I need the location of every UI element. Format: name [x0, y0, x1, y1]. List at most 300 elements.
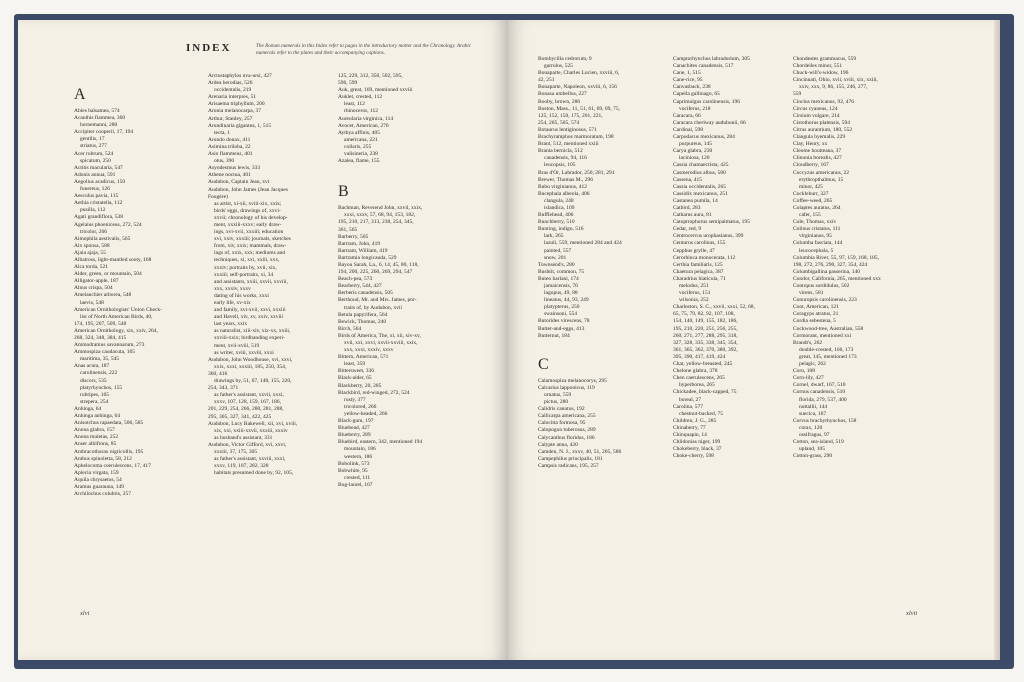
index-entry: Circus cyaneus, 124 [793, 105, 838, 112]
index-entry: strepera, 254 [80, 398, 109, 405]
index-entry: painted, 557 [544, 247, 572, 254]
index-entry: Acer rubrum, 524 [74, 150, 114, 157]
index-entry: Corn-lily, 427 [793, 375, 824, 382]
index-entry: Blueberry, 289 [338, 432, 371, 439]
index-entry: boreal, 27 [679, 396, 701, 403]
index-entry: Cane-rice, 95 [673, 77, 703, 84]
index-entry: Bartram, William, 419 [338, 247, 388, 254]
index-entry: Anona muletas, 252 [74, 434, 119, 441]
index-entry: 125, 152, 150, 175, 201, 221, [538, 112, 603, 119]
index-entry: canadensis, 94, 116 [544, 155, 587, 162]
index-entry: Cepphus grylle, 47 [673, 247, 715, 254]
right-column-3 [793, 56, 943, 460]
index-entry: Bachman, Reverend John, xxvii, xxix, [338, 205, 423, 212]
index-entry: Coot, American, 121 [793, 304, 839, 311]
index-entry: Bushtit, common, 75 [538, 268, 585, 275]
index-note: The Roman numerals in this Index refer to pages in the introductory matter and the Chronology. Arabic numerals refer to the plates and their accompanying captions. [256, 43, 472, 56]
index-entry: Brant, 512, mentioned xxiii [538, 141, 599, 148]
index-entry: Asyndesmus lewis, 333 [208, 165, 261, 172]
index-entry: Chat, yellow-breasted, 245 [673, 361, 733, 368]
index-entry: Bunting, indigo, 516 [538, 226, 584, 233]
index-entry: upland, 105 [799, 446, 825, 453]
index-entry: Auklet, crested, 112 [338, 94, 383, 101]
index-entry: 65, 75, 79, 82, 92, 107, 108, [673, 311, 735, 318]
section-letter-a: A [74, 86, 86, 103]
index-entry: Azalea, flame, 155 [338, 158, 380, 165]
index-entry: xxxiii, 37, 175, 305 [214, 448, 258, 455]
index-entry: as naturalist, xiii-xiv, xix-xx, xxiii, [214, 328, 291, 335]
index-entry: tricolored, 266 [344, 403, 377, 410]
index-entry: 195, 210, 217, 313, 238, 254, 345, [338, 219, 414, 226]
index-entry: Aphelocoma coerulescens, 17, 417 [74, 462, 151, 469]
index-entry: gentilis, 17 [80, 136, 105, 143]
index-entry: Aquila chrysaetos, 54 [74, 476, 122, 483]
index-entry: Bonaparte, Napoleon, xxviii, 6, 156 [538, 84, 617, 91]
index-entry: virginianus, 95 [799, 233, 832, 240]
index-entry: double-crested, 166, 173 [799, 346, 854, 353]
index-entry: Aplecia virgata, 159 [74, 469, 119, 476]
index-entry: Bufflehead, 406 [538, 212, 574, 219]
index-entry: Anhinga anhinga, 64 [74, 413, 120, 420]
index-entry: Aimophila aestivalis, 565 [74, 235, 131, 242]
index-entry: xxviii-xxix; birdbanding experi- [214, 335, 285, 342]
index-entry: Aureolaria virginica, 114 [338, 115, 394, 122]
index-entry: Choke-cherry, 598 [673, 453, 714, 460]
index-entry: Columbia River, 55, 97, 159, 168, 185, [793, 254, 879, 261]
index-entry: Bittersweet, 336 [338, 368, 375, 375]
index-entry: Carpodacus mexicanus, 284 [673, 134, 735, 141]
index-entry: tecta, 1 [214, 129, 230, 136]
index-entry: Chordeiles minor, 551 [793, 63, 843, 70]
index-entry: early life, xv-xix [214, 300, 251, 306]
index-entry: Bucephala albeola, 406 [538, 190, 590, 197]
index-entry: Bluebird, eastern, 342, mentioned 194 [338, 439, 423, 446]
index-entry: Aronia melanocarpa, 37 [208, 108, 261, 115]
index-entry: Brandt's, 262 [793, 339, 823, 346]
index-entry: Cerorhinca monocerata, 112 [673, 254, 736, 261]
index-entry: 361, 565 [338, 226, 358, 233]
index-entry: Butter-and-eggs, 413 [538, 325, 585, 332]
index-entry: rubripes, 165 [80, 391, 110, 398]
index-entry: hornemanni, 280 [80, 122, 118, 129]
index-entry: pelagic, 262 [799, 361, 826, 368]
index-entry: Botaurus lentiginosus, 571 [538, 126, 597, 133]
index-entry: Clangula hyemalis, 229 [793, 134, 846, 141]
index-entry: Clay, Henry, xx [793, 141, 828, 148]
index-entry: Beach-pea, 573 [338, 276, 373, 283]
index-entry: xxxiv; portraits by, xvii, xix, [214, 264, 277, 271]
index-entry: Cistothorus platensis, 594 [793, 119, 850, 126]
index-entry: 195, 210, 220, 251, 256, 255, [673, 325, 738, 332]
index-entry: ment, xvii-xviii, 519 [214, 342, 260, 349]
index-entry: xxx, xxxiv, xxxv [214, 285, 251, 292]
index-entry: Anser albifrons, 85 [74, 441, 117, 448]
index-entry: Black-gum, 197 [338, 418, 374, 425]
index-entry: wilsonia, 252 [679, 297, 709, 304]
index-entry: Campsis radicans, 195, 257 [538, 462, 599, 469]
index-entry: 201, 229, 254, 266, 280, 281, 288, [208, 406, 284, 413]
index-entry: platypterus, 250 [544, 304, 580, 311]
index-entry: Ajaia ajaja, 55 [74, 249, 106, 256]
index-entry: Calycanthus floridus, 186 [538, 434, 595, 441]
index-entry: clangula, 248 [544, 197, 574, 204]
left-column-2 [208, 73, 348, 477]
index-entry: Arenaria interpres, 51 [208, 94, 257, 101]
index-entry: Colinus cristatus, 111 [793, 226, 841, 233]
index-entry: western, 186 [344, 453, 373, 460]
index-entry: xvi, xxiv, xxxiii; journals, sketches [214, 236, 291, 243]
index-entry: Cassia occidentalis, 265 [673, 183, 727, 190]
index-entry: great, 145, mentioned 173 [799, 353, 857, 360]
index-entry: Cirsium vulgare, 214 [793, 112, 840, 119]
index-entry: virens, 581 [799, 290, 824, 297]
index-entry: Arundo donax, 411 [208, 136, 251, 143]
index-entry: Bobolink, 573 [338, 460, 370, 467]
index-entry: Audubon, John Woodhouse, xvi, xxvi, [208, 356, 293, 363]
index-entry: Anas acuta, 187 [74, 363, 110, 370]
index-entry: nuttallii, 144 [799, 403, 828, 410]
index-entry: Cotton, sea-island, 519 [793, 439, 844, 446]
index-entry: cafer, 155 [799, 212, 821, 219]
index-entry: Bonaparte, Charles Lucien, xxviii, 6, [538, 70, 620, 77]
index-entry: from, xiv, xxix; mammals, draw- [214, 243, 287, 250]
index-entry: Birch, 564 [338, 325, 362, 332]
index-entry: Cormorant, mentioned xxi [793, 332, 852, 339]
index-entry: ossifragus, 97 [799, 431, 830, 438]
index-entry: maritima, 35, 545 [80, 356, 120, 363]
index-entry: 268, 324, 348, 384, 415 [74, 335, 127, 341]
index-entry: americana, 221 [344, 136, 378, 143]
index-entry: Bonasa umbellus, 227 [538, 91, 587, 98]
index-entry: Cedar, red, 9 [673, 226, 702, 233]
index-entry: 361, 365, 362, 370, 380, 392, [673, 346, 738, 353]
index-entry: 42, 251 [538, 77, 555, 84]
index-entry: tricolor, 266 [80, 228, 107, 235]
index-entry: islandica, 109 [544, 204, 575, 211]
index-entry: xix, xxi, xxiii-xxvii, xxxiii, xxxiv [214, 427, 288, 434]
index-entry: Caracara cheriway audubonii, 66 [673, 119, 746, 126]
index-entry: xxxi, xxxv, 57, 68, 94, 153, 182, [344, 212, 416, 219]
index-entry: Townsend's, 280 [538, 261, 575, 268]
index-entry: Camptorhynchus labradorium, 305 [673, 56, 750, 62]
index-entry: Black-alder, 65 [338, 375, 372, 382]
index-entry: 198, 272, 276, 290, 327, 354, 424 [793, 261, 868, 268]
index-entry: Bartramia longicauda, 529 [338, 254, 397, 261]
index-entry: Capella gallinago, 65 [673, 91, 720, 98]
index-entry: Castanea pumila, 14 [673, 197, 718, 204]
index-entry: ings of, xxix, xxx; mediums and [214, 250, 286, 257]
index-entry: and family, xvi-xvii, xxvi, xxxiii [214, 307, 286, 314]
index-entry: Chinquapin, 14 [673, 431, 707, 438]
index-entry: Campephilus principalis, 181 [538, 455, 603, 462]
index-entry: Anisotchus rapaedata, 506, 585 [74, 420, 144, 427]
index-entry: Centrocercus urophasianus, 399 [673, 233, 744, 240]
section-letter-c: C [538, 355, 549, 373]
index-entry: xvii, xxi, xxvi, xxvii-xxviii, xxix, [344, 340, 418, 346]
index-entry: Alnus crispa, 504 [74, 285, 113, 292]
index-entry: lark, 265 [544, 233, 564, 240]
index-entry: 327, 328, 335, 338, 345, 354, [673, 339, 738, 346]
index-entry: chestnut-backed, 75 [679, 410, 723, 417]
left-page [18, 20, 508, 660]
index-entry: Booby, brown, 286 [538, 98, 581, 105]
index-entry: Aegolius acadicus, 150 [74, 178, 126, 185]
index-entry: Colaptes auratus, 264 [793, 204, 841, 211]
index-entry: Buteo harlani, 174 [538, 275, 579, 282]
index-entry: Blackbird, red-winged, 272, 524 [338, 389, 410, 396]
index-entry: xxix, xxxi, xxxiii, 185, 250, 354, [214, 363, 287, 370]
right-column-1 [538, 56, 678, 470]
index-entry: xxxv, 119, 187, 282, 328 [214, 463, 269, 470]
index-entry: Bittern, American, 571 [338, 354, 389, 361]
index-entry: rusty, 377 [344, 396, 366, 403]
index-entry: collaris, 255 [344, 143, 372, 150]
index-entry: Cassena, 415 [673, 176, 703, 183]
entry-list [338, 73, 488, 165]
index-entry: as father's assistant, xxviii, xxxi, [214, 456, 286, 463]
index-entry: Canachites canadensis, 517 [673, 63, 734, 70]
index-entry: 254, 265, 505, 574 [538, 119, 580, 126]
index-entry: Ardea herodias, 526 [208, 80, 253, 87]
index-entry: Carolina, 577 [673, 403, 703, 410]
index-entry: Bog-laurel, 167 [338, 481, 373, 488]
entry-list [208, 73, 348, 477]
index-entry: Catoptrophorus semipalmatus, 195 [673, 219, 750, 226]
index-entry: Anthus spinoletta, 58, 212 [74, 455, 132, 462]
index-entry: Avocet, American, 270 [338, 122, 389, 129]
index-entry: 254, 343, 371 [208, 385, 239, 392]
index-entry: Conuropsis carolinensis, 223 [793, 297, 857, 304]
index-entry: garrulus, 525 [544, 63, 574, 70]
index-entry: Canvasback, 238 [673, 84, 711, 91]
index-entry: Alligator-apple, 187 [74, 278, 119, 285]
index-entry: Cotton-grass, 290 [793, 453, 833, 460]
index-entry: Arisaema triphyllum, 200 [208, 101, 265, 108]
index-entry: Certhia familiaris, 125 [673, 261, 723, 268]
index-entry: Alder, green, or mountain, 504 [74, 271, 142, 278]
entry-list [538, 378, 678, 470]
index-entry: and assistants, xxiii, xxvii, xxviii, [214, 278, 288, 285]
index-entry: traits of, by Audubon, xvii [344, 304, 403, 311]
index-entry: ment, xxxiii-xxxv; early draw- [214, 221, 282, 228]
index-entry: Agelaius phoeniceus, 272, 524 [74, 221, 142, 228]
index-entry: xxx, xxxi, xxxiv, xxxv [344, 347, 394, 354]
index-entry: Ammospiza caudacuta, 165 [74, 349, 135, 356]
index-entry: as husband's assistant, 331 [214, 434, 273, 441]
index-entry: Ammodramus savannarum, 273 [74, 342, 145, 349]
index-entry: Coffee-weed, 265 [793, 197, 833, 204]
index-entry: Aythya affinis, 405 [338, 129, 381, 136]
index-entry: occidentalis, 219 [214, 87, 252, 94]
index-entry: Caprimulgus carolinensis, 196 [673, 98, 741, 105]
index-entry: Calidris canutus, 192 [538, 406, 585, 413]
index-entry: Columbigallina passerina, 140 [793, 268, 861, 275]
index-entry: Actitis macularia, 547 [74, 164, 123, 171]
index-entry: Cinclus mexicanus, 92, 476 [793, 98, 854, 105]
index-entry: dating of his works, xxxi [214, 292, 269, 299]
index-entry: Albatross, light-mantled sooty, 168 [74, 256, 152, 263]
index-entry: xxxiii; self-portraits, xi, 34 [214, 271, 274, 278]
index-entry: melodus, 251 [679, 283, 709, 289]
index-entry: Citrus aurantium, 180, 552 [793, 126, 853, 133]
index-entry: funereus, 126 [80, 186, 110, 193]
index-entry: Cincinnati, Ohio, xvii, xviii, xix, xxiii, [793, 77, 878, 84]
index-entry: Accipiter cooperii, 17, 194 [74, 129, 134, 136]
index-entry: Aramus guarauna, 149 [74, 483, 124, 490]
index-entry: Chen caerulescens, 265 [673, 375, 725, 382]
index-entry: pusilla, 112 [80, 207, 106, 214]
index-entry: Arthur, Stanley, 257 [208, 115, 253, 122]
index-entry: Bubo virginianus, 412 [538, 183, 587, 190]
page-number-left: xlvi [80, 610, 90, 617]
index-entry: Coragyps atratus, 21 [793, 311, 839, 318]
index-entry: mountain, 186 [344, 446, 376, 453]
index-entry: Calypte anna, 420 [538, 441, 578, 448]
index-entry: suecica, 167 [799, 410, 827, 417]
index-entry: Camden, N. J., xxxv, 40, 51, 205, 586 [538, 448, 622, 455]
index-entry: Asio flammeus, 401 [208, 151, 253, 158]
entry-list [673, 56, 813, 460]
index-entry: yellow-headed, 266 [344, 410, 388, 417]
index-entry: 360, 416 [208, 370, 228, 377]
index-entry: florida, 279, 537, 400 [799, 396, 847, 403]
index-entry: Cane, 1, 515 [673, 70, 701, 77]
left-column-3 [338, 73, 488, 489]
index-entry: Barberry, 505 [338, 233, 369, 240]
index-entry: Carya glabra, 230 [673, 148, 713, 155]
index-entry: Butorides virescens, 78 [538, 318, 590, 325]
index-title: INDEX [186, 42, 232, 54]
index-entry: Betula papyrifera, 564 [338, 311, 388, 318]
index-entry: 260, 271, 277, 288, 295, 318, [673, 332, 738, 339]
index-entry: Audubon, John James (Jean Jacques [208, 186, 288, 193]
index-entry: Audubon, Captain Jean, xvi [208, 179, 270, 186]
index-entry: Bearberry, 544, 427 [338, 283, 382, 290]
index-entry: xxvii; chronology of his develop- [214, 214, 288, 221]
index-entry: Clinonia borealis, 427 [793, 155, 842, 162]
index-entry: hyperborea, 265 [679, 382, 715, 389]
index-entry: Bobwhite, 95 [338, 467, 368, 474]
index-entry: ornatus, 559 [544, 391, 572, 398]
index-entry: Alca torda, 521 [74, 264, 109, 271]
index-entry: ings, xvi-xvii, xxxiii; education [214, 229, 284, 236]
index-entry: Auk, great, 169, mentioned xxviii [338, 87, 413, 94]
index-entry: Berberis canadensis, 505 [338, 290, 393, 297]
index-entry: list of North American Birds, 40, [80, 313, 153, 320]
index-entry: carolinensis, 222 [80, 370, 118, 377]
right-page [508, 20, 1000, 660]
index-entry: Boston, Mass., 11, 51, 61, 69, 69, 75, [538, 105, 620, 112]
index-entry: valisineria, 238 [344, 151, 378, 158]
page-number-right: xlvii [906, 610, 918, 617]
index-entry: snow, 201 [544, 254, 567, 261]
index-entry: Anhinga, 64 [74, 405, 102, 412]
index-entry: Bewick, Thomas, 240 [338, 318, 387, 325]
index-entry: least, 359 [344, 361, 366, 368]
index-entry: Caracara, 66 [673, 112, 701, 119]
index-entry: 596, 599 [338, 80, 358, 87]
index-entry: Chelone glabra, 378 [673, 368, 718, 375]
index-entry: vociferus, 218 [679, 105, 711, 112]
index-entry: Contopus sordidulus, 502 [793, 283, 850, 289]
index-entry: Calamospiza melanocorys, 295 [538, 377, 607, 384]
index-entry: Arundinaria gigantea, 1, 515 [208, 122, 272, 129]
index-entry: and Havell, xiv, xv, xxiv, xxviii [214, 314, 284, 321]
index-entry: Catharus aura, 81 [673, 212, 712, 219]
index-entry: Branta bernicla, 512 [538, 148, 583, 155]
index-entry: Audubon, Lucy Bakewell, xii, xvi, xviii, [208, 420, 298, 427]
index-entry: Calopogon tuberosus, 289 [538, 427, 596, 434]
index-entry: minor, 425 [799, 183, 823, 190]
index-entry: Chokeberry, black, 37 [673, 446, 722, 453]
index-entry: Agati grandiflora, 538 [74, 214, 124, 221]
index-entry: 174, 195, 207, 509, 548 [74, 320, 127, 327]
index-entry: rhinoceros, 112 [344, 108, 379, 115]
index-entry: Children, J. G., 285 [673, 417, 717, 424]
index-entry: Brachyramphus marmoratum, 198 [538, 134, 614, 141]
index-entry: drawings by, 51, 67, 148, 155, 220, [214, 378, 292, 385]
index-entry: Berthoud, Mr. and Mrs. James, por- [338, 297, 417, 304]
index-entry: birds' eggs, drawings of, xxvi- [214, 207, 281, 214]
index-entry: Birds of America, The, xi, xii, xiv-xv, [338, 332, 421, 339]
index-entry: Calcarius lapponicus, 119 [538, 384, 595, 391]
index-entry: habitats presumed done by, 92, 105, [214, 470, 294, 477]
index-entry: spicatum, 250 [80, 157, 111, 164]
index-entry: techniques, xi, xxi, xxiii, xxx, [214, 257, 280, 264]
index-entry: 154, 140, 149, 155, 182, 186, [673, 318, 738, 325]
index-entry: lineatus, 44, 93, 249 [544, 297, 589, 304]
index-entry: Cordia sebestena, 5 [793, 318, 836, 325]
index-entry: Bartram, John, 419 [338, 240, 381, 247]
index-entry: as writer, xviii, xxviii, xxxi [214, 349, 274, 356]
entry-list [74, 108, 204, 498]
index-entry: Bombycilla cedrorum, 9 [538, 56, 592, 62]
index-entry: 395, 390, 417, 419, 424 [673, 353, 726, 360]
index-entry: platyrhynchos, 155 [80, 384, 123, 391]
index-entry: Chinaberry, 77 [673, 424, 706, 431]
index-entry: Anona glabra, 157 [74, 427, 115, 434]
index-entry: Centurus carolinus, 155 [673, 240, 726, 247]
index-entry: Bayou Sarah, La., 6, 14, 45, 80, 118, [338, 261, 419, 268]
index-entry: last years, xxix [214, 321, 248, 328]
index-entry: Cassidix mexicanus, 251 [673, 190, 728, 197]
index-entry: Cassia chamaecrista, 425 [673, 162, 729, 169]
index-entry: pictus, 280 [544, 399, 569, 406]
index-entry: Cockwood-tree, Australian, 558 [793, 325, 864, 332]
index-entry: Asimina triloba, 22 [208, 143, 251, 150]
index-entry: Chickadee, black-capped, 75 [673, 389, 737, 396]
index-entry: discors, 535 [80, 377, 107, 384]
index-entry: Cloudberry, 167 [793, 162, 829, 169]
index-entry: Catbird, 283 [673, 204, 701, 211]
index-entry: Amelanchier arborea, 548 [74, 292, 132, 299]
index-entry: purpureus, 145 [679, 141, 712, 148]
index-entry: 295, 305, 327, 341, 422, 425 [208, 413, 272, 420]
index-entry: Cardinal, 598 [673, 126, 703, 133]
right-column-2 [673, 56, 813, 460]
index-entry: Audubon, Victor Gifford, xvi, xxvi, [208, 441, 287, 448]
index-entry: Fougère) [208, 193, 228, 200]
index-entry: jamaicensis, 76 [544, 283, 578, 289]
index-entry: corax, 120 [799, 424, 823, 431]
entry-list [793, 56, 943, 460]
index-entry: Cornus canadensis, 510 [793, 389, 846, 396]
index-entry: 194, 200, 225, 260, 269, 294, 547 [338, 269, 413, 276]
index-entry: Blackberry, 20, 285 [338, 382, 382, 389]
index-entry: as father's assistant, xxvii, xxxi, [214, 392, 284, 399]
entry-list [338, 205, 488, 489]
index-entry: Chuck-will's-widow, 196 [793, 70, 849, 77]
